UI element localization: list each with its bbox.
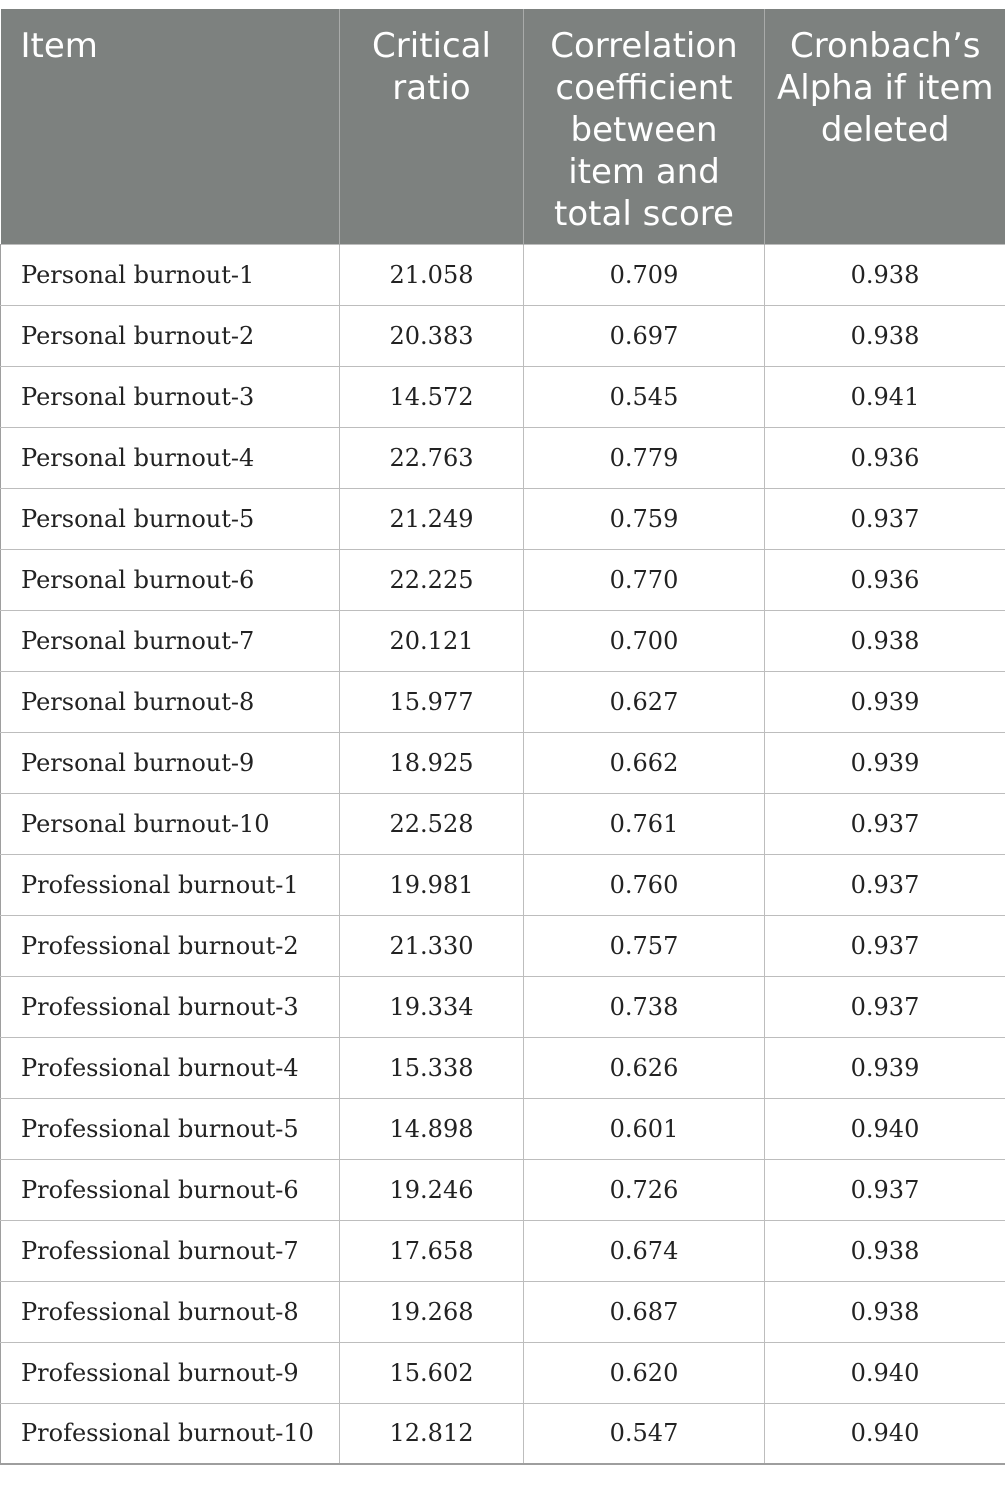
cell-critical-ratio: 18.925 [340,732,524,793]
cell-item: Personal burnout-7 [1,610,340,671]
table-row [1,488,1005,549]
cell-critical-ratio: 15.602 [340,1342,524,1403]
cell-correlation: 0.687 [524,1281,765,1342]
table-body [1,244,1005,1464]
table-row [1,1403,1005,1464]
table-row [1,1220,1005,1281]
cell-item: Professional burnout-4 [1,1037,340,1098]
cell-item: Professional burnout-9 [1,1342,340,1403]
cell-correlation: 0.547 [524,1403,765,1464]
cell-alpha: 0.936 [765,549,1005,610]
cell-item: Professional burnout-7 [1,1220,340,1281]
cell-correlation: 0.626 [524,1037,765,1098]
table-row [1,671,1005,732]
cell-item: Professional burnout-2 [1,915,340,976]
cell-alpha: 0.941 [765,366,1005,427]
header-critical-ratio: Critical ratio [340,9,524,244]
cell-item: Personal burnout-1 [1,244,340,305]
cell-critical-ratio: 14.898 [340,1098,524,1159]
cell-alpha: 0.939 [765,671,1005,732]
cell-critical-ratio: 21.058 [340,244,524,305]
table-row [1,1037,1005,1098]
cell-critical-ratio: 17.658 [340,1220,524,1281]
cell-correlation: 0.760 [524,854,765,915]
cell-critical-ratio: 14.572 [340,366,524,427]
cell-alpha: 0.937 [765,915,1005,976]
cell-correlation: 0.697 [524,305,765,366]
cell-correlation: 0.709 [524,244,765,305]
data-table [0,9,1005,1465]
cell-correlation: 0.761 [524,793,765,854]
cell-critical-ratio: 20.383 [340,305,524,366]
table-row [1,976,1005,1037]
table-row [1,1342,1005,1403]
table-row [1,305,1005,366]
cell-correlation: 0.601 [524,1098,765,1159]
cell-item: Personal burnout-2 [1,305,340,366]
cell-alpha: 0.940 [765,1403,1005,1464]
cell-correlation: 0.545 [524,366,765,427]
cell-correlation: 0.674 [524,1220,765,1281]
cell-alpha: 0.937 [765,1159,1005,1220]
cell-critical-ratio: 21.249 [340,488,524,549]
cell-item: Professional burnout-1 [1,854,340,915]
cell-alpha: 0.938 [765,1281,1005,1342]
cell-item: Personal burnout-3 [1,366,340,427]
cell-critical-ratio: 19.334 [340,976,524,1037]
cell-critical-ratio: 21.330 [340,915,524,976]
table-header [1,9,1005,244]
table-row [1,732,1005,793]
cell-critical-ratio: 22.763 [340,427,524,488]
cell-correlation: 0.770 [524,549,765,610]
table-row [1,1281,1005,1342]
cell-correlation: 0.757 [524,915,765,976]
cell-alpha: 0.938 [765,1220,1005,1281]
cell-correlation: 0.620 [524,1342,765,1403]
cell-critical-ratio: 15.977 [340,671,524,732]
cell-critical-ratio: 12.812 [340,1403,524,1464]
cell-alpha: 0.937 [765,488,1005,549]
table-row [1,1159,1005,1220]
cell-critical-ratio: 19.246 [340,1159,524,1220]
cell-alpha: 0.940 [765,1342,1005,1403]
cell-correlation: 0.779 [524,427,765,488]
cell-alpha: 0.937 [765,854,1005,915]
cell-item: Professional burnout-6 [1,1159,340,1220]
cell-correlation: 0.700 [524,610,765,671]
cell-item: Personal burnout-5 [1,488,340,549]
table-row [1,610,1005,671]
cell-critical-ratio: 20.121 [340,610,524,671]
cell-alpha: 0.938 [765,244,1005,305]
cell-item: Professional burnout-10 [1,1403,340,1464]
table-row [1,427,1005,488]
cell-item: Personal burnout-4 [1,427,340,488]
cell-critical-ratio: 15.338 [340,1037,524,1098]
header-correlation-coefficient: Correlation coefficient between item and total score [524,9,765,244]
cell-correlation: 0.738 [524,976,765,1037]
header-cronbach-alpha: Cronbach’s Alpha if item deleted [765,9,1005,244]
cell-alpha: 0.937 [765,976,1005,1037]
cell-correlation: 0.726 [524,1159,765,1220]
cell-item: Professional burnout-5 [1,1098,340,1159]
cell-critical-ratio: 22.528 [340,793,524,854]
table-row [1,854,1005,915]
table-row [1,793,1005,854]
cell-critical-ratio: 19.981 [340,854,524,915]
table-row [1,915,1005,976]
table-row [1,366,1005,427]
cell-item: Personal burnout-8 [1,671,340,732]
cell-alpha: 0.938 [765,610,1005,671]
cell-alpha: 0.939 [765,1037,1005,1098]
cell-alpha: 0.937 [765,793,1005,854]
table-row [1,244,1005,305]
cell-item: Personal burnout-6 [1,549,340,610]
cell-alpha: 0.940 [765,1098,1005,1159]
cell-item: Personal burnout-9 [1,732,340,793]
cell-critical-ratio: 22.225 [340,549,524,610]
table-row [1,549,1005,610]
table-row [1,1098,1005,1159]
cell-item: Professional burnout-3 [1,976,340,1037]
cell-item: Professional burnout-8 [1,1281,340,1342]
cell-item: Personal burnout-10 [1,793,340,854]
cell-alpha: 0.936 [765,427,1005,488]
cell-correlation: 0.759 [524,488,765,549]
cell-correlation: 0.662 [524,732,765,793]
header-item: Item [1,9,340,244]
header-row [1,9,1005,244]
cell-critical-ratio: 19.268 [340,1281,524,1342]
cell-alpha: 0.939 [765,732,1005,793]
cell-correlation: 0.627 [524,671,765,732]
cell-alpha: 0.938 [765,305,1005,366]
